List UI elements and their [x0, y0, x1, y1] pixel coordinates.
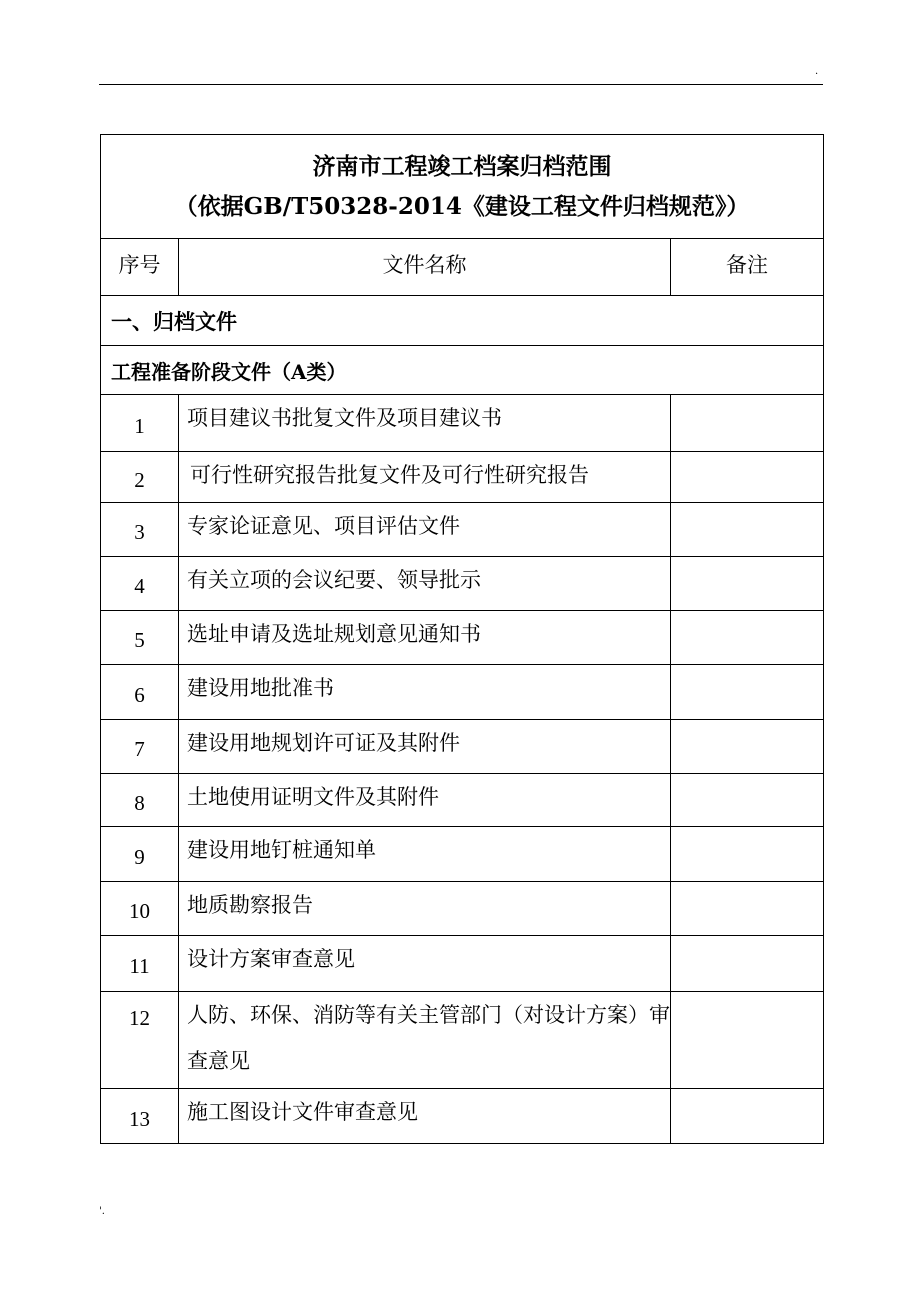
item-name: 建设用地钉桩通知单 — [179, 827, 671, 882]
header-mark: . — [815, 66, 819, 77]
item-name: 选址申请及选址规划意见通知书 — [179, 611, 671, 665]
column-header-name: 文件名称 — [179, 239, 671, 296]
item-name: 可行性研究报告批复文件及可行性研究报告 — [179, 452, 671, 503]
table-row — [101, 882, 824, 936]
item-remark — [671, 503, 824, 557]
item-name: 施工图设计文件审查意见 — [179, 1089, 671, 1144]
item-remark — [671, 827, 824, 882]
footer-mark: '. — [99, 1206, 105, 1217]
table-title — [101, 135, 824, 239]
table-row — [101, 1089, 824, 1144]
table-row — [101, 774, 824, 827]
item-number: 3 — [101, 503, 179, 557]
item-name: 设计方案审查意见 — [179, 936, 671, 992]
item-remark — [671, 611, 824, 665]
title-line-2: （依据GB/T50328-2014《建设工程文件归档规范》） — [174, 192, 750, 220]
table-row — [101, 827, 824, 882]
table-row — [101, 395, 824, 452]
item-number: 7 — [101, 720, 179, 774]
header-rule — [99, 84, 823, 85]
item-number: 9 — [101, 827, 179, 882]
item-number: 13 — [101, 1089, 179, 1144]
table-row — [101, 665, 824, 720]
item-name: 人防、环保、消防等有关主管部门（对设计方案）审查意见 — [179, 992, 671, 1089]
subsection-title: 工程准备阶段文件（A类） — [101, 346, 824, 395]
archive-scope-table — [100, 134, 824, 1144]
item-remark — [671, 452, 824, 503]
item-remark — [671, 720, 824, 774]
item-name: 有关立项的会议纪要、领导批示 — [179, 557, 671, 611]
item-name: 土地使用证明文件及其附件 — [179, 774, 671, 827]
table-row — [101, 720, 824, 774]
item-name: 建设用地批准书 — [179, 665, 671, 720]
item-remark — [671, 774, 824, 827]
column-header-remarks: 备注 — [671, 239, 824, 296]
item-remark — [671, 557, 824, 611]
item-number: 4 — [101, 557, 179, 611]
item-number: 10 — [101, 882, 179, 936]
item-name: 地质勘察报告 — [179, 882, 671, 936]
item-remark — [671, 936, 824, 992]
table-row — [101, 992, 824, 1089]
item-number: 6 — [101, 665, 179, 720]
item-number: 11 — [101, 936, 179, 992]
column-header-number: 序号 — [101, 239, 179, 296]
table-row — [101, 503, 824, 557]
item-number: 8 — [101, 774, 179, 827]
item-name: 建设用地规划许可证及其附件 — [179, 720, 671, 774]
table-row — [101, 452, 824, 503]
item-remark — [671, 882, 824, 936]
subsection-row — [101, 346, 824, 395]
title-line-1: 济南市工程竣工档案归档范围 — [312, 152, 612, 180]
column-header-row — [101, 239, 824, 296]
item-remark — [671, 992, 824, 1089]
table-row — [101, 611, 824, 665]
item-number: 2 — [101, 452, 179, 503]
item-remark — [671, 395, 824, 452]
item-name: 项目建议书批复文件及项目建议书 — [179, 395, 671, 452]
item-remark — [671, 1089, 824, 1144]
table-row — [101, 557, 824, 611]
section-row — [101, 296, 824, 346]
table-row — [101, 936, 824, 992]
item-number: 1 — [101, 395, 179, 452]
item-number: 12 — [101, 992, 179, 1089]
section-title: 一、归档文件 — [101, 296, 824, 346]
item-name: 专家论证意见、项目评估文件 — [179, 503, 671, 557]
item-number: 5 — [101, 611, 179, 665]
item-remark — [671, 665, 824, 720]
